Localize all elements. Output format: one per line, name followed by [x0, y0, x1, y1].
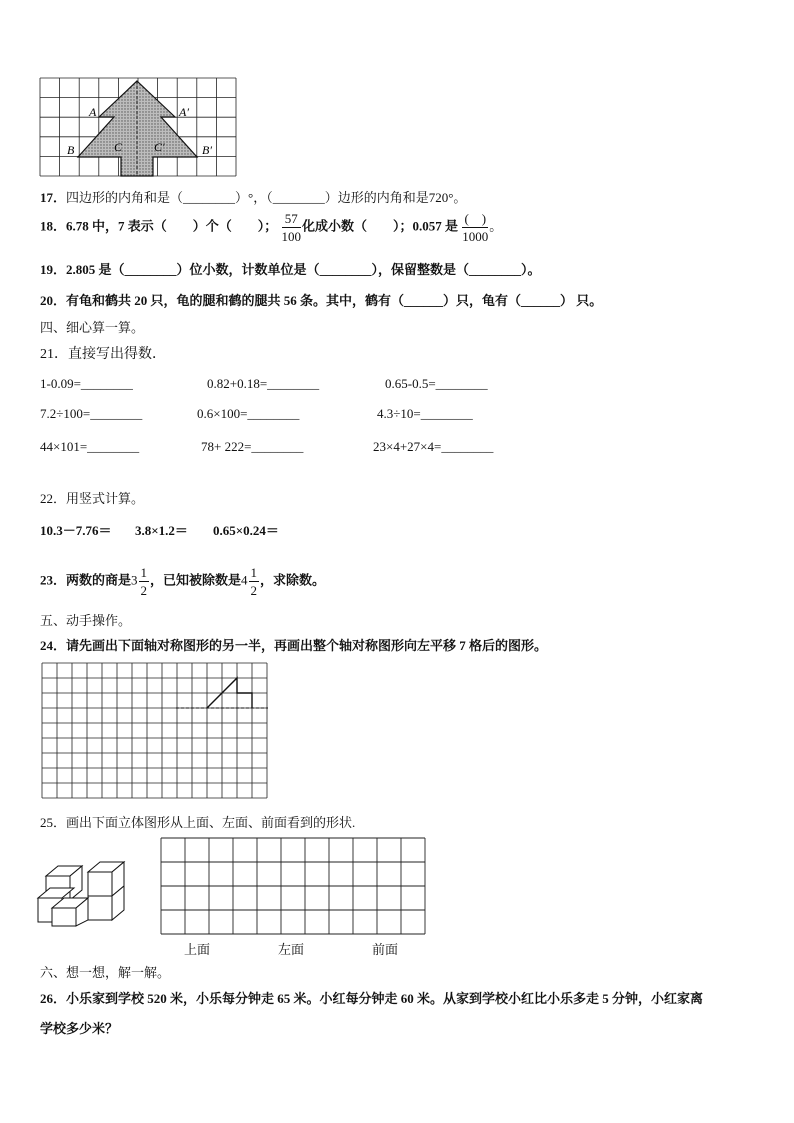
question-text-part2: 化成小数（ ）；0.057 是 — [302, 218, 459, 234]
question-number: 23． — [40, 572, 67, 588]
section-title-6: 六、想一想，解一解。 — [40, 965, 171, 980]
question-text-part3: 。 — [489, 218, 503, 234]
view-label-top: 上面 — [184, 942, 211, 957]
denominator: 100 — [281, 229, 302, 244]
view-drawing-grid — [161, 838, 425, 934]
calc-4-3-div-10: 4.3÷10=________ — [377, 406, 473, 421]
numerator: ( ) — [462, 212, 488, 228]
numerator: 1 — [140, 565, 148, 580]
question-number: 20． — [40, 293, 67, 308]
view-label-front: 前面 — [372, 942, 399, 957]
calc-7-2-div-100: 7.2÷100=________ — [40, 406, 143, 421]
question-21-title: 21．直接写出得数． — [40, 347, 166, 362]
question-24: 24．请先画出下面轴对称图形的另一半，再画出整个轴对称图形向左平移 7 格后的图形。 — [40, 638, 548, 653]
symmetry-grid-figure — [42, 663, 268, 799]
question-17 — [40, 187, 466, 206]
fraction-blank-1000 — [462, 212, 488, 243]
question-23 — [40, 566, 325, 597]
vertical-calc-3: 0.65×0.24＝ — [213, 523, 279, 538]
vertical-calc-2: 3.8×1.2＝ — [135, 523, 188, 538]
question-text-part1: 两数的商是 — [66, 572, 132, 588]
mixed-number-whole: 3 — [131, 572, 138, 588]
question-26-line1: 26．小乐家到学校 520 米，小乐每分钟走 65 米。小红每分钟走 60 米。从家到学校小红比小乐多走 5 分钟，小红家离 — [40, 991, 704, 1006]
label-b: B — [67, 143, 75, 157]
question-25: 25．画出下面立体图形从上面、左面、前面看到的形状. — [40, 815, 356, 830]
calc-78-plus-222: 78+ 222=________ — [201, 439, 304, 454]
label-a: A — [89, 105, 97, 119]
calc-0-82-plus-0-18: 0.82+0.18=________ — [207, 376, 320, 391]
question-text-part2: ，已知被除数是 — [150, 572, 242, 588]
question-number: 19． — [40, 262, 67, 277]
question-text: 四边形的内角和是（________）°，（________）边形的内角和是720°。 — [66, 190, 467, 205]
question-number: 17． — [40, 190, 67, 205]
mixed-number-whole: 4 — [241, 572, 248, 588]
fraction-1-2 — [249, 566, 260, 597]
grid-24 — [42, 663, 267, 798]
question-text: 有龟和鹤共 20 只，龟的腿和鹤的腿共 56 条。其中，鹤有（______）只，龟有（______） 只。 — [66, 293, 603, 308]
label-b-prime: B′ — [202, 143, 212, 157]
numerator: 1 — [250, 565, 258, 580]
numerator: 57 — [282, 212, 302, 228]
calc-44-times-101: 44×101=________ — [40, 439, 140, 454]
question-26-line2: 学校多少米？ — [40, 1021, 119, 1036]
label-a-prime: A′ — [179, 105, 189, 119]
section-title-5: 五、动手操作。 — [40, 613, 132, 628]
calc-0-6-times-100: 0.6×100=________ — [197, 406, 300, 421]
label-c: C — [114, 140, 123, 154]
question-text-part1: 6.78 中，7 表示（ ）个（ ）； — [66, 218, 278, 234]
question-22-title: 22．用竖式计算。 — [40, 491, 145, 506]
view-label-left: 左面 — [278, 942, 305, 957]
denominator: 2 — [140, 583, 148, 598]
question-text-part3: ，求除数。 — [260, 572, 326, 588]
vertical-calc-1: 10.3－7.76＝ — [40, 523, 112, 538]
question-number: 18． — [40, 218, 67, 234]
calc-0-65-minus-0-5: 0.65-0.5=________ — [385, 376, 488, 391]
question-text: 2.805 是（________）位小数，计数单位是（________），保留整数是（________）。 — [66, 262, 541, 277]
fraction-1-2 — [139, 566, 150, 597]
cube-stack-figure — [36, 856, 130, 926]
denominator: 1000 — [462, 229, 489, 244]
question-20 — [40, 290, 602, 309]
denominator: 2 — [250, 583, 258, 598]
calc-1-0-09: 1-0.09=________ — [40, 376, 133, 391]
question-19 — [40, 259, 541, 278]
question-18 — [40, 212, 502, 243]
section-title-4: 四、细心算一算。 — [40, 320, 145, 335]
fraction-57-100 — [282, 212, 302, 243]
tree-figure — [40, 78, 240, 178]
label-c-prime: C′ — [154, 140, 165, 154]
calc-23x4-plus-27x4: 23×4+27×4=________ — [373, 439, 494, 454]
